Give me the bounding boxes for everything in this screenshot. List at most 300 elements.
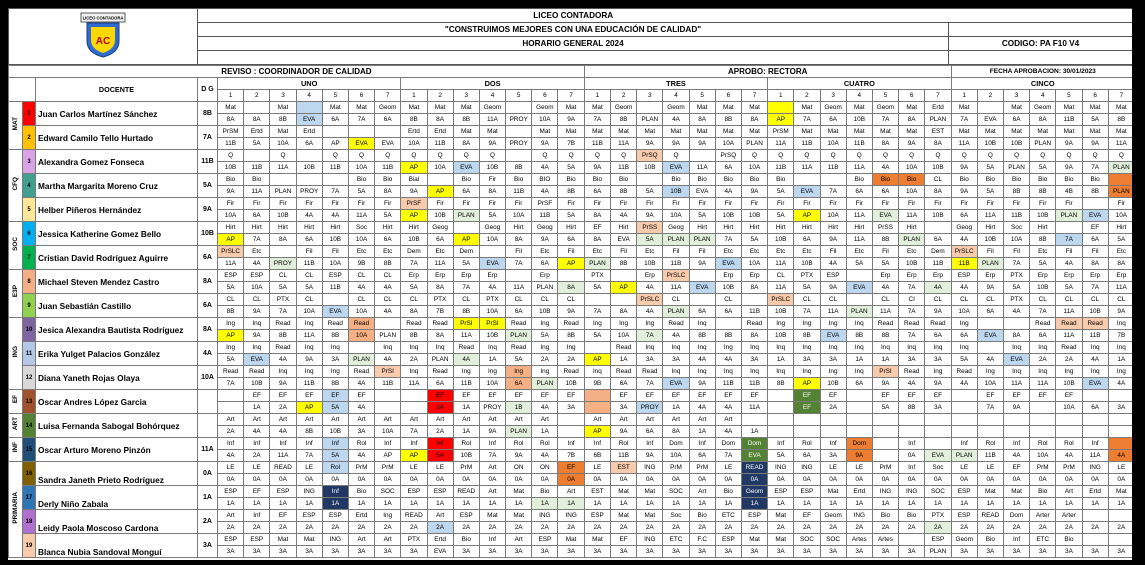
subject-cell: Bio: [951, 174, 977, 186]
subject-cell: Ing: [218, 318, 244, 330]
subject-cell: 3A: [794, 546, 820, 558]
subject-cell: Inq: [899, 342, 925, 354]
subject-cell: Mat: [479, 510, 505, 522]
group-cell: PLAN: [1056, 210, 1082, 222]
subject-cell: Q: [218, 150, 244, 162]
group-cell: 9A: [741, 186, 767, 198]
group-cell: 6A: [296, 234, 322, 246]
subject-cell: 2A: [899, 522, 925, 534]
subject-cell: Mat: [872, 126, 898, 138]
subject-cell: ESP: [951, 486, 977, 498]
group-cell: 11B: [611, 162, 637, 174]
subject-cell: Mat: [322, 102, 348, 114]
subject-cell: Fil: [977, 246, 1003, 258]
period-number: 3: [637, 90, 663, 102]
group-cell: 8A: [1030, 114, 1056, 126]
subject-cell: Inq: [1108, 318, 1132, 330]
subject-cell: Etc: [1030, 246, 1056, 258]
group-cell: AP: [794, 210, 820, 222]
subject-cell: [741, 294, 767, 306]
subject-cell: Read: [218, 366, 244, 378]
subject-cell: READ: [977, 510, 1003, 522]
subject-cell: Hirt: [846, 222, 872, 234]
subject-cell: Inq: [951, 342, 977, 354]
subject-cell: Mat: [741, 102, 767, 114]
group-cell: PROY: [506, 138, 532, 150]
subject-cell: 2A: [1030, 522, 1056, 534]
group-cell: 6A: [925, 234, 951, 246]
subject-cell: 3A: [1082, 546, 1108, 558]
subject-cell: Inq: [296, 366, 322, 378]
group-cell: 8B: [453, 306, 479, 318]
subject-cell: Read: [899, 318, 925, 330]
subject-cell: ESP: [401, 486, 427, 498]
group-cell: 10A: [244, 282, 270, 294]
subject-cell: Dem: [401, 246, 427, 258]
group-cell: 11A: [1108, 282, 1132, 294]
subject-cell: Ertd: [296, 126, 322, 138]
subject-cell: Mat: [611, 510, 637, 522]
period-number: 4: [663, 90, 689, 102]
group-cell: 3A: [794, 354, 820, 366]
subject-cell: [506, 270, 532, 282]
subject-cell: ING: [322, 534, 348, 546]
subject-cell: Inf: [1082, 438, 1108, 450]
subject-cell: Bio: [1056, 174, 1082, 186]
group-cell: AP: [558, 258, 584, 270]
subject-cell: 2A: [506, 522, 532, 534]
area-text: CFQ: [11, 176, 19, 191]
subject-cell: Geog: [427, 222, 453, 234]
subject-cell: 0A: [584, 474, 610, 486]
subject-cell: Q: [1082, 150, 1108, 162]
subject-cell: PrSF: [401, 198, 427, 210]
subject-cell: 2A: [218, 522, 244, 534]
area-label: [9, 414, 23, 438]
group-cell: 7A: [218, 378, 244, 390]
group-cell: 8A: [479, 186, 505, 198]
subject-cell: READ: [270, 462, 296, 474]
blank-corner: [9, 78, 36, 102]
subject-cell: Bio: [872, 510, 898, 522]
subject-cell: Fir: [820, 198, 846, 210]
group-cell: 4A: [296, 210, 322, 222]
group-cell: 5A: [872, 402, 898, 414]
group-cell: 11B: [506, 186, 532, 198]
subject-cell: Bio: [453, 534, 479, 546]
group-cell: 8B: [846, 330, 872, 342]
group-director: 4A: [198, 342, 218, 366]
subject-cell: Rol: [348, 438, 374, 450]
area-text: MAT: [11, 116, 19, 131]
group-cell: 10B: [401, 234, 427, 246]
group-cell: 8B: [611, 114, 637, 126]
subject-cell: Bio: [977, 174, 1003, 186]
subject-cell: Ing: [218, 342, 244, 354]
subject-cell: Fir: [663, 198, 689, 210]
subject-cell: 3A: [1108, 546, 1132, 558]
subject-cell: Mat: [951, 102, 977, 114]
subject-cell: BIO: [532, 174, 558, 186]
subject-cell: Soc: [663, 510, 689, 522]
subject-cell: 2A: [1003, 522, 1029, 534]
subject-cell: CL: [453, 294, 479, 306]
subject-cell: Arter: [1030, 510, 1056, 522]
subject-cell: Geom: [611, 102, 637, 114]
subject-cell: ESP: [218, 534, 244, 546]
subject-cell: PrSF: [532, 198, 558, 210]
group-cell: 8B: [322, 330, 348, 342]
subject-cell: Erp: [637, 270, 663, 282]
teacher-index: 4: [23, 174, 36, 198]
subject-cell: 2A: [453, 522, 479, 534]
subject-cell: Inq: [741, 342, 767, 354]
subject-cell: Etc: [768, 246, 794, 258]
group-cell: AP: [768, 114, 794, 126]
subject-cell: [322, 126, 348, 138]
subject-cell: 3A: [689, 546, 715, 558]
group-cell: EVA: [611, 234, 637, 246]
subject-cell: 2A: [846, 522, 872, 534]
subject-cell: Fil: [689, 246, 715, 258]
subject-cell: Mat: [1056, 102, 1082, 114]
group-cell: PLAN: [1030, 138, 1056, 150]
subject-cell: 1A: [453, 498, 479, 510]
subject-cell: Read: [872, 318, 898, 330]
group-cell: AP: [584, 426, 610, 438]
subject-cell: 2A: [794, 522, 820, 534]
group-cell: 4A: [663, 114, 689, 126]
group-cell: EVA: [1082, 210, 1108, 222]
period-number: 1: [768, 90, 794, 102]
subject-cell: Art: [479, 462, 505, 474]
group-cell: 4A: [322, 210, 348, 222]
subject-cell: Read: [453, 342, 479, 354]
school-logo: [9, 9, 198, 65]
group-cell: 11A: [401, 378, 427, 390]
subject-cell: Dom: [663, 438, 689, 450]
subject-cell: Art: [479, 414, 505, 426]
subject-cell: Fir: [322, 198, 348, 210]
group-cell: 7A: [820, 186, 846, 198]
group-cell: 8A: [427, 282, 453, 294]
group-cell: 10B: [768, 306, 794, 318]
group-cell: 9A: [532, 138, 558, 150]
subject-cell: 2A: [584, 522, 610, 534]
group-cell: 9A: [1003, 402, 1029, 414]
group-director: 10B: [198, 222, 218, 246]
group-cell: 2A: [558, 354, 584, 366]
group-cell: 2A: [270, 402, 296, 414]
group-cell: 4A: [1056, 258, 1082, 270]
group-cell: 4A: [872, 162, 898, 174]
group-cell: 8A: [584, 234, 610, 246]
group-cell: 4A: [532, 162, 558, 174]
subject-cell: Q: [1056, 150, 1082, 162]
group-cell: 5A: [453, 258, 479, 270]
subject-cell: [1108, 438, 1132, 450]
group-cell: 7A: [794, 306, 820, 318]
subject-cell: 2A: [741, 522, 767, 534]
docente-header: DOCENTE: [36, 78, 198, 102]
group-cell: PROY: [479, 402, 505, 414]
subject-cell: [820, 174, 846, 186]
group-cell: 11A: [1108, 138, 1132, 150]
group-cell: 7A: [584, 306, 610, 318]
subject-cell: Geom: [663, 102, 689, 114]
group-cell: 10A: [899, 186, 925, 198]
subject-cell: Mat: [1082, 102, 1108, 114]
subject-cell: ESP: [218, 486, 244, 498]
subject-cell: 3A: [322, 546, 348, 558]
subject-cell: Erp: [925, 270, 951, 282]
subject-cell: [846, 414, 872, 426]
subject-cell: EF: [663, 390, 689, 402]
subject-cell: Mat: [532, 126, 558, 138]
subject-cell: Read: [348, 366, 374, 378]
subject-cell: Inf: [296, 438, 322, 450]
group-cell: [768, 426, 794, 438]
subject-cell: 2A: [872, 522, 898, 534]
subject-cell: [322, 294, 348, 306]
subject-cell: 2A: [1082, 522, 1108, 534]
period-number: 7: [375, 90, 401, 102]
group-cell: 11A: [1082, 450, 1108, 462]
subject-cell: [768, 390, 794, 402]
group-cell: 9A: [296, 354, 322, 366]
group-director: 6A: [198, 246, 218, 270]
subject-cell: 3A: [270, 546, 296, 558]
subject-cell: Art: [244, 414, 270, 426]
subject-cell: Ing: [1056, 366, 1082, 378]
subject-cell: Art: [689, 486, 715, 498]
subject-cell: ESP: [741, 510, 767, 522]
subject-cell: Art: [453, 414, 479, 426]
subject-cell: Inf: [1003, 438, 1029, 450]
subject-cell: Geom: [820, 510, 846, 522]
subject-cell: Mat: [270, 126, 296, 138]
group-cell: 3A: [820, 450, 846, 462]
subject-cell: Geog: [479, 222, 505, 234]
subject-cell: EF: [584, 222, 610, 234]
group-cell: 4A: [348, 282, 374, 294]
subject-cell: Fil: [872, 246, 898, 258]
subject-cell: Mat: [1108, 126, 1132, 138]
subject-cell: 3A: [846, 546, 872, 558]
group-cell: 10B: [479, 330, 505, 342]
group-cell: 10B: [1003, 138, 1029, 150]
group-cell: PLAN: [270, 186, 296, 198]
group-cell: 8A: [270, 234, 296, 246]
subject-cell: CL: [715, 294, 741, 306]
group-cell: 4A: [1108, 378, 1132, 390]
subject-cell: Read: [925, 318, 951, 330]
subject-cell: 0A: [532, 474, 558, 486]
group-cell: EVA: [846, 282, 872, 294]
group-cell: 8A: [663, 426, 689, 438]
subject-cell: 3A: [741, 546, 767, 558]
group-cell: 7A: [794, 114, 820, 126]
subject-cell: Inf: [244, 510, 270, 522]
subject-cell: 1A: [663, 498, 689, 510]
subject-cell: [925, 222, 951, 234]
subject-cell: EF: [322, 390, 348, 402]
group-cell: 11A: [768, 282, 794, 294]
subject-cell: 3A: [1003, 546, 1029, 558]
subject-cell: Fil: [1056, 246, 1082, 258]
group-cell: 7A: [270, 306, 296, 318]
subject-cell: [1108, 174, 1132, 186]
subject-cell: Inq: [296, 342, 322, 354]
subject-cell: [1082, 534, 1108, 546]
subject-cell: ESP: [322, 270, 348, 282]
subject-cell: [375, 318, 401, 330]
area-text: E3P: [11, 285, 19, 298]
subject-cell: 1A: [506, 498, 532, 510]
subject-cell: Inq: [846, 366, 872, 378]
subject-cell: Hirt: [558, 222, 584, 234]
group-cell: 7A: [1082, 282, 1108, 294]
subject-cell: 2A: [768, 522, 794, 534]
subject-cell: Geom: [1030, 102, 1056, 114]
subject-cell: Inq: [1082, 366, 1108, 378]
subject-cell: Bio: [977, 534, 1003, 546]
subject-cell: Q: [453, 150, 479, 162]
group-cell: [375, 402, 401, 414]
group-cell: 8B: [715, 330, 741, 342]
subject-cell: Mat: [270, 534, 296, 546]
subject-cell: ESP: [322, 510, 348, 522]
group-cell: EVA: [715, 258, 741, 270]
subject-cell: EF: [558, 390, 584, 402]
group-cell: PROY: [296, 186, 322, 198]
group-cell: 8B: [1030, 234, 1056, 246]
group-cell: 9A: [637, 210, 663, 222]
subject-cell: Mat: [820, 486, 846, 498]
subject-cell: Read: [506, 342, 532, 354]
group-cell: 6A: [532, 258, 558, 270]
group-director: [198, 390, 218, 414]
group-cell: 8B: [715, 114, 741, 126]
subject-cell: Mat: [453, 102, 479, 114]
area-text: EF: [11, 395, 19, 404]
subject-cell: [925, 414, 951, 426]
group-cell: 6A: [584, 186, 610, 198]
subject-cell: Erp: [401, 270, 427, 282]
subject-cell: 1A: [427, 498, 453, 510]
group-cell: 8B: [872, 330, 898, 342]
group-cell: 6A: [846, 378, 872, 390]
subject-cell: 0A: [375, 474, 401, 486]
subject-cell: 3A: [401, 546, 427, 558]
subject-cell: ON: [532, 462, 558, 474]
group-cell: [401, 402, 427, 414]
group-cell: 11A: [741, 402, 767, 414]
group-cell: 10B: [453, 450, 479, 462]
subject-cell: Art: [427, 510, 453, 522]
group-cell: 9A: [689, 378, 715, 390]
group-cell: 4A: [715, 354, 741, 366]
subject-cell: [479, 246, 505, 258]
group-cell: EVA: [663, 162, 689, 174]
subject-cell: Inq: [768, 366, 794, 378]
subject-cell: Bio: [532, 486, 558, 498]
group-cell: 10A: [715, 138, 741, 150]
subject-cell: Mat: [611, 126, 637, 138]
group-cell: 8B: [794, 330, 820, 342]
subject-cell: [1056, 414, 1082, 426]
subject-cell: Mat: [558, 126, 584, 138]
subject-cell: Inf: [401, 438, 427, 450]
subject-cell: Fir: [244, 198, 270, 210]
period-number: 1: [401, 90, 427, 102]
subject-cell: Inf: [322, 486, 348, 498]
subject-cell: 0A: [558, 474, 584, 486]
group-cell: PROY: [637, 402, 663, 414]
group-cell: 7B: [427, 306, 453, 318]
group-cell: 11A: [244, 186, 270, 198]
group-cell: 10B: [715, 210, 741, 222]
subject-cell: ING: [532, 510, 558, 522]
subject-cell: Art: [479, 486, 505, 498]
subject-cell: [1082, 510, 1108, 522]
subject-cell: 3A: [218, 546, 244, 558]
subject-cell: Fir: [1030, 198, 1056, 210]
subject-cell: Q: [820, 150, 846, 162]
subject-cell: PrM: [663, 462, 689, 474]
subject-cell: Ing: [820, 366, 846, 378]
group-cell: 6A: [427, 378, 453, 390]
subject-cell: PrSI: [375, 366, 401, 378]
area-label: [9, 102, 23, 150]
subject-cell: Read: [1082, 318, 1108, 330]
subject-cell: Hirt: [322, 222, 348, 234]
subject-cell: EST: [584, 486, 610, 498]
subject-cell: Hirt: [375, 222, 401, 234]
group-cell: 7A: [453, 282, 479, 294]
group-cell: 6A: [506, 378, 532, 390]
group-cell: EVA: [820, 330, 846, 342]
subject-cell: 2A: [348, 522, 374, 534]
subject-cell: Rol: [532, 438, 558, 450]
subject-cell: [1108, 414, 1132, 426]
subject-cell: Dom: [741, 438, 767, 450]
group-cell: 11A: [768, 258, 794, 270]
svg-text:LICEO CONTADORA: LICEO CONTADORA: [82, 15, 124, 20]
subject-cell: Art: [584, 414, 610, 426]
group-cell: 10B: [479, 162, 505, 174]
subject-cell: [375, 126, 401, 138]
subject-cell: CL: [348, 270, 374, 282]
subject-cell: 0A: [794, 474, 820, 486]
subject-cell: 0A: [715, 474, 741, 486]
subject-cell: Q: [768, 150, 794, 162]
group-cell: 6A: [1030, 330, 1056, 342]
subject-cell: Dem: [925, 246, 951, 258]
subject-cell: Fil: [558, 246, 584, 258]
subject-cell: Inf: [899, 438, 925, 450]
subject-cell: PrSQ: [637, 150, 663, 162]
group-cell: 10A: [1003, 234, 1029, 246]
group-cell: 11B: [532, 210, 558, 222]
group-cell: 7A: [1030, 306, 1056, 318]
shield-icon: [73, 11, 133, 59]
group-cell: 8B: [453, 114, 479, 126]
subject-cell: PLAN: [925, 546, 951, 558]
subject-cell: 3A: [637, 546, 663, 558]
subject-cell: Inq: [479, 342, 505, 354]
group-cell: PLAN: [375, 330, 401, 342]
